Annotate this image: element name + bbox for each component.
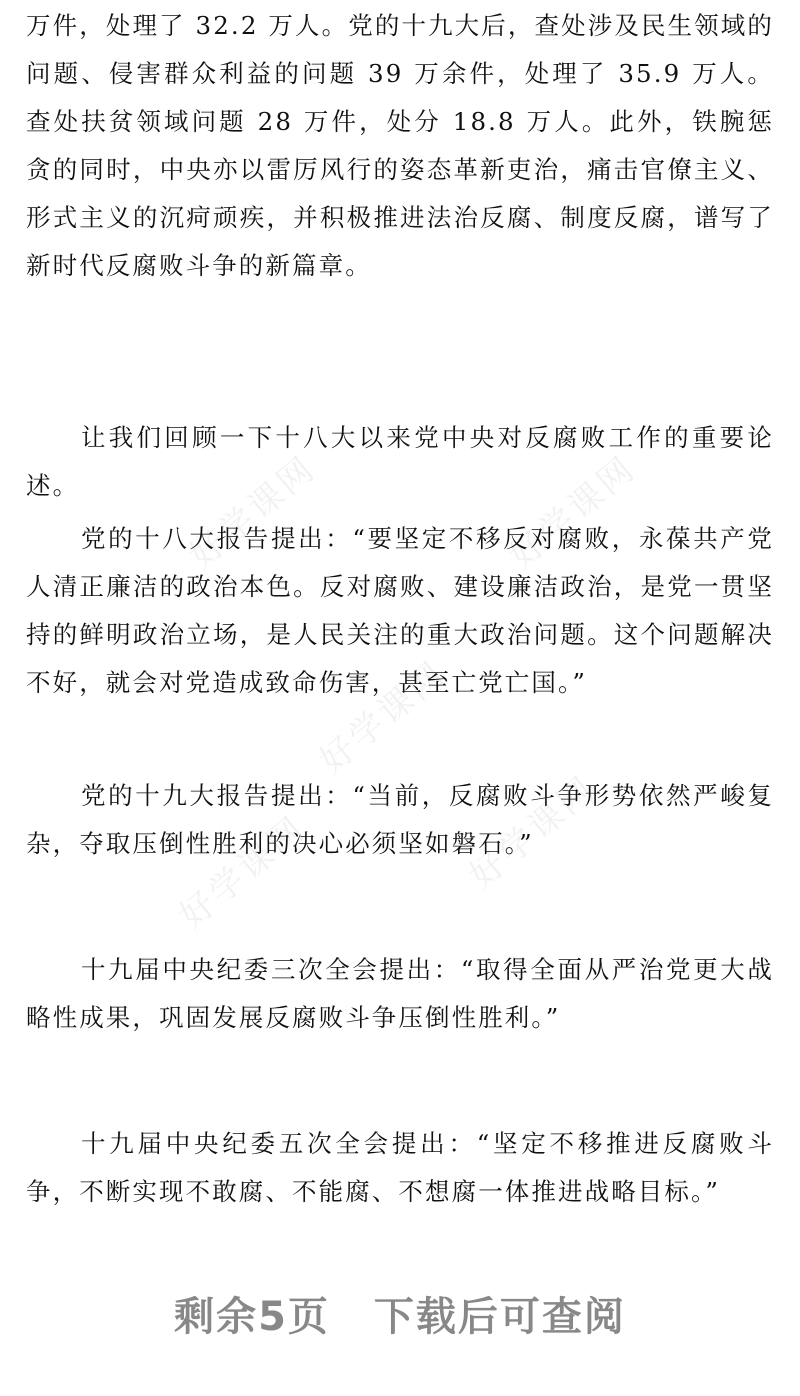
paragraph-18th-congress-quote: 党的十八大报告提出：“要坚定不移反对腐败，永葆共产党人清正廉洁的政治本色。反对腐败、建设廉洁政治，是党一贯坚持的鲜明政治立场，是人民关注的重大政治问题。这个问题解决不好，就会对党造成致命伤害，甚至亡党亡国。” [26,524,774,697]
remaining-pages-label: 剩余5页 [174,1294,330,1340]
paragraph-continuation: 万件，处理了 32.2 万人。党的十九大后，查处涉及民生领域的问题、侵害群众利益的问题 39 万余件，处理了 35.9 万人。查处扶贫领域问题 28 万件，处分 18.8 万人。此外，铁腕惩贪的同时，中央亦以雷厉风行的姿态革新吏治，痛击官僚主义、形式主义的沉疴顽疾，并积极推进法治反腐、制度反腐，谱写了新时代反腐败斗争的新篇章。 [26,11,774,280]
paragraph-third-plenary-quote: 十九届中央纪委三次全会提出：“取得全面从严治党更大战略性成果，巩固发展反腐败斗争压倒性胜利。” [26,955,774,1032]
paragraph-review-intro: 让我们回顾一下十八大以来党中央对反腐败工作的重要论述。 [26,423,774,500]
watermark: 好学课网 [172,808,315,937]
download-prompt-banner[interactable] [0,1292,800,1342]
watermark: 好学课网 [182,448,325,577]
paragraph-fifth-plenary-quote: 十九届中央纪委五次全会提出：“坚定不移推进反腐败斗争，不断实现不敢腐、不能腐、不想腐一体推进战略目标。” [26,1129,774,1206]
watermark: 好学课网 [312,653,455,782]
paragraph-19th-congress-quote: 党的十九大报告提出：“当前，反腐败斗争形势依然严峻复杂，夺取压倒性胜利的决心必须坚如磐石。” [26,781,774,858]
watermark: 好学课网 [462,768,605,897]
watermark: 好学课网 [502,448,645,577]
download-to-view-label: 下载后可查阅 [373,1294,626,1340]
